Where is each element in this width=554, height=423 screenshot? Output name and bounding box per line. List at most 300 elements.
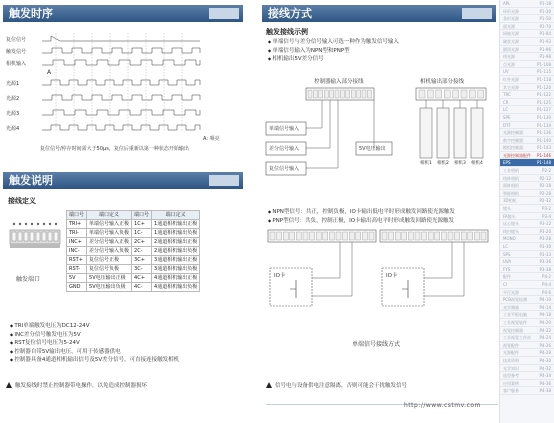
connector-pin (461, 232, 466, 240)
sidebar-item-label: TRC (503, 92, 511, 98)
sidebar-item-page: P4-32 (539, 365, 551, 371)
port-pin (12, 232, 16, 241)
sidebar-item-page: P1-96 (539, 46, 551, 52)
sidebar-item-page: P2-28 (539, 190, 551, 196)
sidebar-item-label: 数字控制器 (503, 137, 523, 143)
sidebar-item-page: P1-146 (536, 152, 551, 158)
sidebar-item-label: 工业平板电脑 (503, 312, 527, 318)
connector-pin (395, 232, 400, 240)
sidebar-index-item[interactable] (500, 342, 554, 350)
connector-pin (435, 232, 440, 240)
signal-box-label: 5V电压输出 (359, 146, 386, 152)
wire (306, 100, 330, 148)
table-header: 端口定义 (152, 211, 200, 220)
sidebar-item-page: P1-127 (536, 107, 551, 113)
table-row (67, 274, 200, 283)
example-title: 触发接线示例 (266, 28, 308, 36)
connector-pin (419, 90, 425, 98)
port-screw (31, 223, 33, 225)
sidebar-item-label: CI (503, 281, 507, 287)
port-screw (37, 223, 39, 225)
single-wiring-diagram (262, 228, 498, 340)
connector-pin (310, 232, 315, 240)
sidebar-item-label: 3D相机 (503, 198, 517, 204)
sidebar-index-item[interactable] (500, 84, 554, 92)
connector-pin (448, 232, 453, 240)
sidebar-item-page: P1-143 (536, 145, 551, 151)
table-header: 端口号 (132, 211, 152, 220)
wire (306, 100, 322, 128)
bullet-item: ◆ INC差分信号触发电压为5V (10, 331, 179, 340)
sidebar-item-page: P1-115 (536, 69, 551, 75)
table-cell: 单端信号输入负极 (87, 229, 132, 238)
port-screw (25, 223, 27, 225)
sidebar-index-item[interactable] (500, 8, 554, 16)
bullet-item: ◆ RST复位信号电压为5-24V (10, 339, 179, 348)
sidebar-index-item[interactable] (500, 251, 554, 259)
sidebar-item-page: P4-20 (539, 319, 551, 325)
npn-text: ◆ NPN型信号：共正，控制负极，IO卡输出低电平时形成触发回路使光源触发 (268, 208, 455, 217)
table-cell: 3C- (132, 265, 152, 274)
connector-pin (422, 232, 427, 240)
sidebar-item-label: 点光源 (503, 61, 515, 67)
sidebar-item-page: P4-24 (539, 335, 551, 341)
timing-label: 复位信号 (6, 37, 27, 43)
connector-pin (324, 90, 328, 98)
sidebar-index-item[interactable] (500, 159, 554, 167)
sidebar-index-item[interactable] (500, 0, 554, 8)
timing-title: 触发时序 (9, 7, 53, 20)
bullet-item: ◆ 控制器具备4通道相机输出信号及5V差分信号，可直接连接触发相机 (10, 356, 179, 365)
connector-pin (436, 90, 442, 98)
timing-label: 光源4 (6, 126, 20, 132)
camera-label: 相机3 (454, 161, 466, 166)
wire (424, 242, 464, 296)
table-header: 端口定义 (87, 211, 132, 220)
port-screw (55, 223, 57, 225)
sidebar-item-label: 光学测量 (503, 304, 519, 310)
camera-device (454, 108, 466, 158)
sidebar-item-page: P4-30 (539, 357, 551, 363)
port-pin (18, 232, 22, 241)
sidebar-item-label: 其它光源 (503, 84, 519, 90)
sidebar-index-item[interactable] (500, 266, 554, 274)
port-pin (24, 232, 28, 241)
port-pin (42, 232, 46, 241)
camera-device (420, 108, 432, 158)
port-screw (43, 223, 45, 225)
sidebar-item-page: P3-36 (539, 259, 551, 265)
sidebar-index-item[interactable] (500, 175, 554, 183)
sidebar-item-label: 工业相机 (503, 168, 519, 174)
sidebar-item-label: 选型参考 (503, 373, 519, 379)
sidebar-item-page: P3-2 (542, 206, 551, 212)
sidebar-index-item[interactable] (500, 281, 554, 289)
sidebar-index-item[interactable] (500, 122, 554, 130)
sidebar-item-label: 光源控制器 (503, 130, 523, 136)
sidebar-index-item[interactable] (500, 220, 554, 228)
sidebar-item-page: P4-34 (539, 373, 551, 379)
connector-pin (308, 90, 312, 98)
connector-pin (481, 232, 486, 240)
connector-pin (369, 232, 374, 240)
site-url[interactable]: http://www.cstmv.com (404, 402, 481, 409)
table-row (67, 238, 200, 247)
sidebar-index-item[interactable] (500, 228, 554, 236)
sidebar-index-item[interactable] (500, 319, 554, 327)
sidebar-item-page: P4-38 (539, 388, 551, 394)
timing-diagram (0, 28, 250, 143)
sidebar-index-item[interactable] (500, 365, 554, 373)
table-cell: 差分信号输入负极 (87, 247, 132, 256)
sidebar-item-label: CR (503, 99, 509, 105)
sidebar-item-page: P1-84 (539, 31, 551, 37)
sidebar-index-item[interactable] (500, 106, 554, 114)
table-cell: 复位信号正极 (87, 256, 132, 265)
connector-pin (428, 232, 433, 240)
sidebar-item-label: 红外光源 (503, 76, 519, 82)
connector-pin (270, 232, 275, 240)
sidebar-item-page: P1-125 (536, 99, 551, 105)
camera-label: 相机2 (437, 161, 449, 166)
connector-pin (340, 90, 344, 98)
sidebar-item-label: 光学知识 (503, 365, 519, 371)
timing-label: 光源1 (6, 81, 20, 87)
table-row (67, 265, 200, 274)
sidebar-item-label: 工业视觉软件 (503, 319, 527, 325)
table-cell: 1C- (132, 229, 152, 238)
timing-waveform (42, 80, 200, 85)
connector-pin (382, 232, 387, 240)
example-notes (268, 38, 399, 64)
table-row (67, 220, 200, 229)
sidebar-index-item[interactable] (500, 387, 554, 395)
table-cell: 2通道相机输出负极 (152, 247, 200, 256)
connector-pin (330, 90, 334, 98)
sidebar-item-label: 线扫镜头 (503, 228, 519, 234)
marker-a-note: A: 频亮 (203, 136, 220, 142)
sidebar-item-label: 智能相机 (503, 190, 519, 196)
port-screw (13, 223, 15, 225)
interface-def-title: 接线定义 (8, 197, 36, 205)
sidebar-item-page: P4-6 (542, 289, 551, 295)
sidebar-item-label: DTF (503, 122, 511, 128)
sidebar-item-label: UVA (503, 259, 512, 265)
sidebar-item-page: P4-18 (539, 312, 551, 318)
sidebar-item-page: P1-108 (536, 61, 551, 67)
sidebar-item-page: P3-33 (539, 251, 551, 257)
sidebar-item-page: P4-36 (539, 380, 551, 386)
warning-icon (6, 382, 12, 388)
sidebar-index-item[interactable] (500, 372, 554, 380)
sidebar-index-item[interactable] (500, 289, 554, 297)
timing-label: 光源3 (6, 111, 20, 117)
sidebar-index-item[interactable] (500, 15, 554, 23)
connector-pin (335, 90, 339, 98)
sidebar-item-page: P3-38 (539, 266, 551, 272)
pnp-text: ◆ PNP型信号：共负，控制正极，IO卡输出高电平时形成触发回路使光源触发 (268, 217, 455, 226)
connector-pin (303, 232, 308, 240)
sidebar-item-label: SPE (503, 114, 511, 120)
sidebar-index-item[interactable] (500, 197, 554, 205)
right-warning-text: 信号电与设备供电注意隔离，否则可能会干扰触发信号 (275, 383, 408, 389)
table-cell: TRI- (67, 229, 87, 238)
sidebar-item-page: P2-2 (542, 168, 551, 174)
timing-waveform (42, 95, 200, 100)
sidebar-item-page: P4-4 (542, 281, 551, 287)
sidebar-item-label: 同轴光源 (503, 31, 519, 37)
table-cell: INC+ (67, 238, 87, 247)
table-cell: 差分信号输入正极 (87, 238, 132, 247)
timing-waveform (42, 36, 200, 41)
connector-pin (336, 232, 341, 240)
sidebar-item-page: P4-26 (539, 342, 551, 348)
sidebar-index-item[interactable] (500, 76, 554, 84)
sidebar-item-label: 环形光源 (503, 8, 519, 14)
right-warning (266, 381, 407, 389)
bullet-item: ◆ 单端信号输入为NPN型和PNP型 (268, 47, 399, 56)
sidebar-index-item[interactable] (500, 258, 554, 266)
table-cell: 2C+ (132, 238, 152, 247)
sidebar-index-item[interactable] (500, 334, 554, 342)
wiring-title: 接线方式 (268, 7, 312, 20)
sidebar-item-label: 条形光源 (503, 16, 519, 22)
table-header: 端口号 (67, 211, 87, 220)
sidebar-item-label: 平行光源 (503, 289, 519, 295)
connector-pin (277, 232, 282, 240)
sidebar-index-item[interactable] (500, 144, 554, 152)
connector-pin (329, 232, 334, 240)
connector-pin (453, 90, 459, 98)
port-pin (36, 232, 40, 241)
sidebar-item-label: 视觉控制器 (503, 327, 523, 333)
trigger-notes (10, 322, 179, 365)
timing-waveform (42, 125, 200, 130)
sidebar-item-label: 圆顶光源 (503, 46, 519, 52)
sidebar-item-label: 光源控制器配件 (503, 152, 531, 158)
sidebar-index-item[interactable] (500, 53, 554, 61)
port-label: 触发端口 (16, 276, 41, 283)
sidebar-index-item[interactable] (500, 205, 554, 213)
sidebar-index-item[interactable] (500, 23, 554, 31)
table-cell: RST+ (67, 256, 87, 265)
sidebar-index-item[interactable] (500, 304, 554, 312)
warning-icon (266, 382, 272, 388)
table-cell: 4C- (132, 283, 152, 292)
sidebar-index-item[interactable] (500, 235, 554, 243)
sidebar-index-item[interactable] (500, 273, 554, 281)
sidebar-index-item[interactable] (500, 296, 554, 304)
sidebar-item-page: P4-22 (539, 327, 551, 333)
sidebar-item-label: LC (503, 107, 509, 113)
bullet-item: ◆ 相机输出5V差分信号 (268, 55, 399, 64)
sidebar-index-item[interactable] (500, 137, 554, 145)
table-cell: INC- (67, 247, 87, 256)
connector-pin (478, 90, 484, 98)
sidebar-item-label: PCB视觉检测 (503, 297, 527, 303)
table-cell: 4通道相机输出负极 (152, 283, 200, 292)
sidebar-index-item[interactable] (500, 311, 554, 319)
wiring-section-header (262, 5, 496, 22)
left-warning (6, 381, 147, 389)
timing-waveform (42, 48, 200, 53)
sidebar-index-item[interactable] (500, 114, 554, 122)
sidebar-index-item[interactable] (500, 167, 554, 175)
sidebar-index-item[interactable] (500, 327, 554, 335)
sidebar-item-page: P1-120 (536, 84, 551, 90)
table-cell: 2C- (132, 247, 152, 256)
sidebar-index-item[interactable] (500, 91, 554, 99)
bullet-item: ◆ TRI单端触发电压为DC12-24V (10, 322, 179, 331)
sidebar-item-label: 镜头 (503, 206, 511, 212)
sidebar-item-label: 面光源 (503, 23, 515, 29)
sidebar-item-label: APL (503, 1, 511, 6)
connector-pin (296, 232, 301, 240)
table-cell: 4C+ (132, 274, 152, 283)
sidebar-item-label: 应用案例 (503, 380, 519, 386)
sidebar-item-label: 面阵相机 (503, 183, 519, 189)
table-row (67, 256, 200, 265)
sidebar-item-page: P2-32 (539, 198, 551, 204)
sidebar-index-item[interactable] (500, 46, 554, 54)
connector-pin (351, 90, 355, 98)
connector-pin (444, 90, 450, 98)
table-cell: RST- (67, 265, 87, 274)
sidebar-item-label: 线阵相机 (503, 175, 519, 181)
sidebar-item-page: P1-140 (536, 137, 551, 143)
connector-pin (402, 232, 407, 240)
port-pin (54, 232, 58, 241)
sidebar-item-page: P1-136 (536, 130, 551, 136)
sidebar-index-item[interactable] (500, 129, 554, 137)
table-cell: 3C+ (132, 256, 152, 265)
sidebar-item-page: P1-50 (539, 16, 551, 22)
sidebar-index-item[interactable] (500, 182, 554, 190)
npn-pnp-notes (268, 208, 455, 225)
diagram-left-title: 控制器输入部分接线 (314, 79, 364, 85)
camera-device (437, 108, 449, 158)
sidebar-item-label: 技术资料 (503, 357, 519, 363)
table-cell: 3通道相机输出正极 (152, 256, 200, 265)
sidebar-item-page: P1-130 (536, 114, 551, 120)
sidebar-item-page: P1-93 (539, 38, 551, 44)
connector-pin (367, 90, 371, 98)
sidebar-item-label: EPS (503, 160, 511, 166)
connector-pin (362, 232, 367, 240)
sidebar-index-item[interactable] (500, 38, 554, 46)
diagram-right-title: 相机输出部分接线 (420, 79, 465, 85)
left-warning-text: 触发接线时禁止控制器带电操作，以免造成控制器损坏 (15, 383, 148, 389)
sidebar-item-page: P1-30 (539, 8, 551, 14)
table-cell: TRI+ (67, 220, 87, 229)
camera-label: 相机4 (471, 161, 483, 166)
connector-pin (357, 90, 361, 98)
timing-section-header (3, 5, 243, 22)
sidebar-index-item[interactable] (500, 61, 554, 69)
connector-pin (346, 90, 350, 98)
signal-box-label: 差分信号输入 (269, 146, 300, 152)
table-cell: 5V电压输出负极 (87, 283, 132, 292)
sidebar-index-item[interactable] (500, 213, 554, 221)
sidebar-item-page: P3-30 (539, 244, 551, 249)
sidebar-index-item[interactable] (500, 152, 554, 160)
table-cell: GND (67, 283, 87, 292)
connector-pin (323, 232, 328, 240)
sidebar-item-page: P2-12 (539, 175, 551, 181)
sidebar-index-item[interactable] (500, 243, 554, 251)
timing-label: 相机输入 (6, 61, 27, 67)
sidebar-item-label: FYS (503, 266, 511, 272)
sidebar-item-page: P4-10 (539, 297, 551, 303)
sidebar-item-label: 配件 (503, 274, 511, 280)
catalog-index-sidebar (499, 0, 554, 423)
sidebar-item-page: P1-98 (539, 54, 551, 60)
port-screw (49, 223, 51, 225)
desc-section-header (3, 172, 243, 189)
wire (312, 242, 352, 296)
table-cell: 1通道相机输出负极 (152, 229, 200, 238)
table-row (67, 283, 200, 292)
port-definition-table (66, 210, 200, 292)
connector-pin (319, 90, 323, 98)
sidebar-item-label: 光源配件 (503, 350, 519, 356)
sidebar-item-page: P1-148 (536, 160, 551, 166)
sidebar-item-label: 客户服务 (503, 388, 519, 394)
table-cell: 5V电压输出正极 (87, 274, 132, 283)
sidebar-item-page: P1-134 (536, 122, 551, 128)
timing-label: 光源2 (6, 96, 20, 102)
sidebar-index-item[interactable] (500, 190, 554, 198)
connector-pin (290, 232, 295, 240)
sidebar-item-label: MONO (503, 236, 516, 242)
connector-pin (474, 232, 479, 240)
connector-pin (349, 232, 354, 240)
connector-pin (356, 232, 361, 240)
table-cell: 3通道相机输出负极 (152, 265, 200, 274)
sidebar-index-item[interactable] (500, 68, 554, 76)
sidebar-index-item[interactable] (500, 380, 554, 388)
camera-label: 相机1 (420, 161, 432, 166)
port-pin (48, 232, 52, 241)
signal-box-label: 复位信号输入 (269, 166, 300, 172)
connector-pin (468, 232, 473, 240)
sidebar-item-page: P3-28 (539, 236, 551, 242)
sidebar-index-item[interactable] (500, 30, 554, 38)
sidebar-item-label: 远心镜头 (503, 221, 519, 227)
bullet-item: ◆ 单端信号与差分信号输入可选一种作为触发信号输入 (268, 38, 399, 47)
connector-pin (362, 90, 366, 98)
sidebar-item-page: P1-118 (536, 76, 551, 82)
timing-waveform (42, 110, 200, 115)
connector-pin (316, 232, 321, 240)
timing-waveform (42, 60, 200, 65)
io-label: IO卡 (274, 273, 286, 279)
connector-pin (415, 232, 420, 240)
single-caption: 单端信号接线方式 (352, 341, 401, 348)
sidebar-item-page: P1-70 (539, 23, 551, 29)
sidebar-index-item[interactable] (500, 349, 554, 357)
table-cell: 1通道相机输出正极 (152, 220, 200, 229)
sidebar-item-label: FA镜头 (503, 213, 516, 219)
connector-pin (343, 232, 348, 240)
sidebar-index-item[interactable] (500, 357, 554, 365)
table-row (67, 229, 200, 238)
sidebar-index-item[interactable] (500, 99, 554, 107)
sidebar-item-page: P4-14 (539, 304, 551, 310)
connector-pin (469, 90, 475, 98)
sidebar-item-label: 线光源 (503, 54, 515, 60)
table-row (67, 247, 200, 256)
